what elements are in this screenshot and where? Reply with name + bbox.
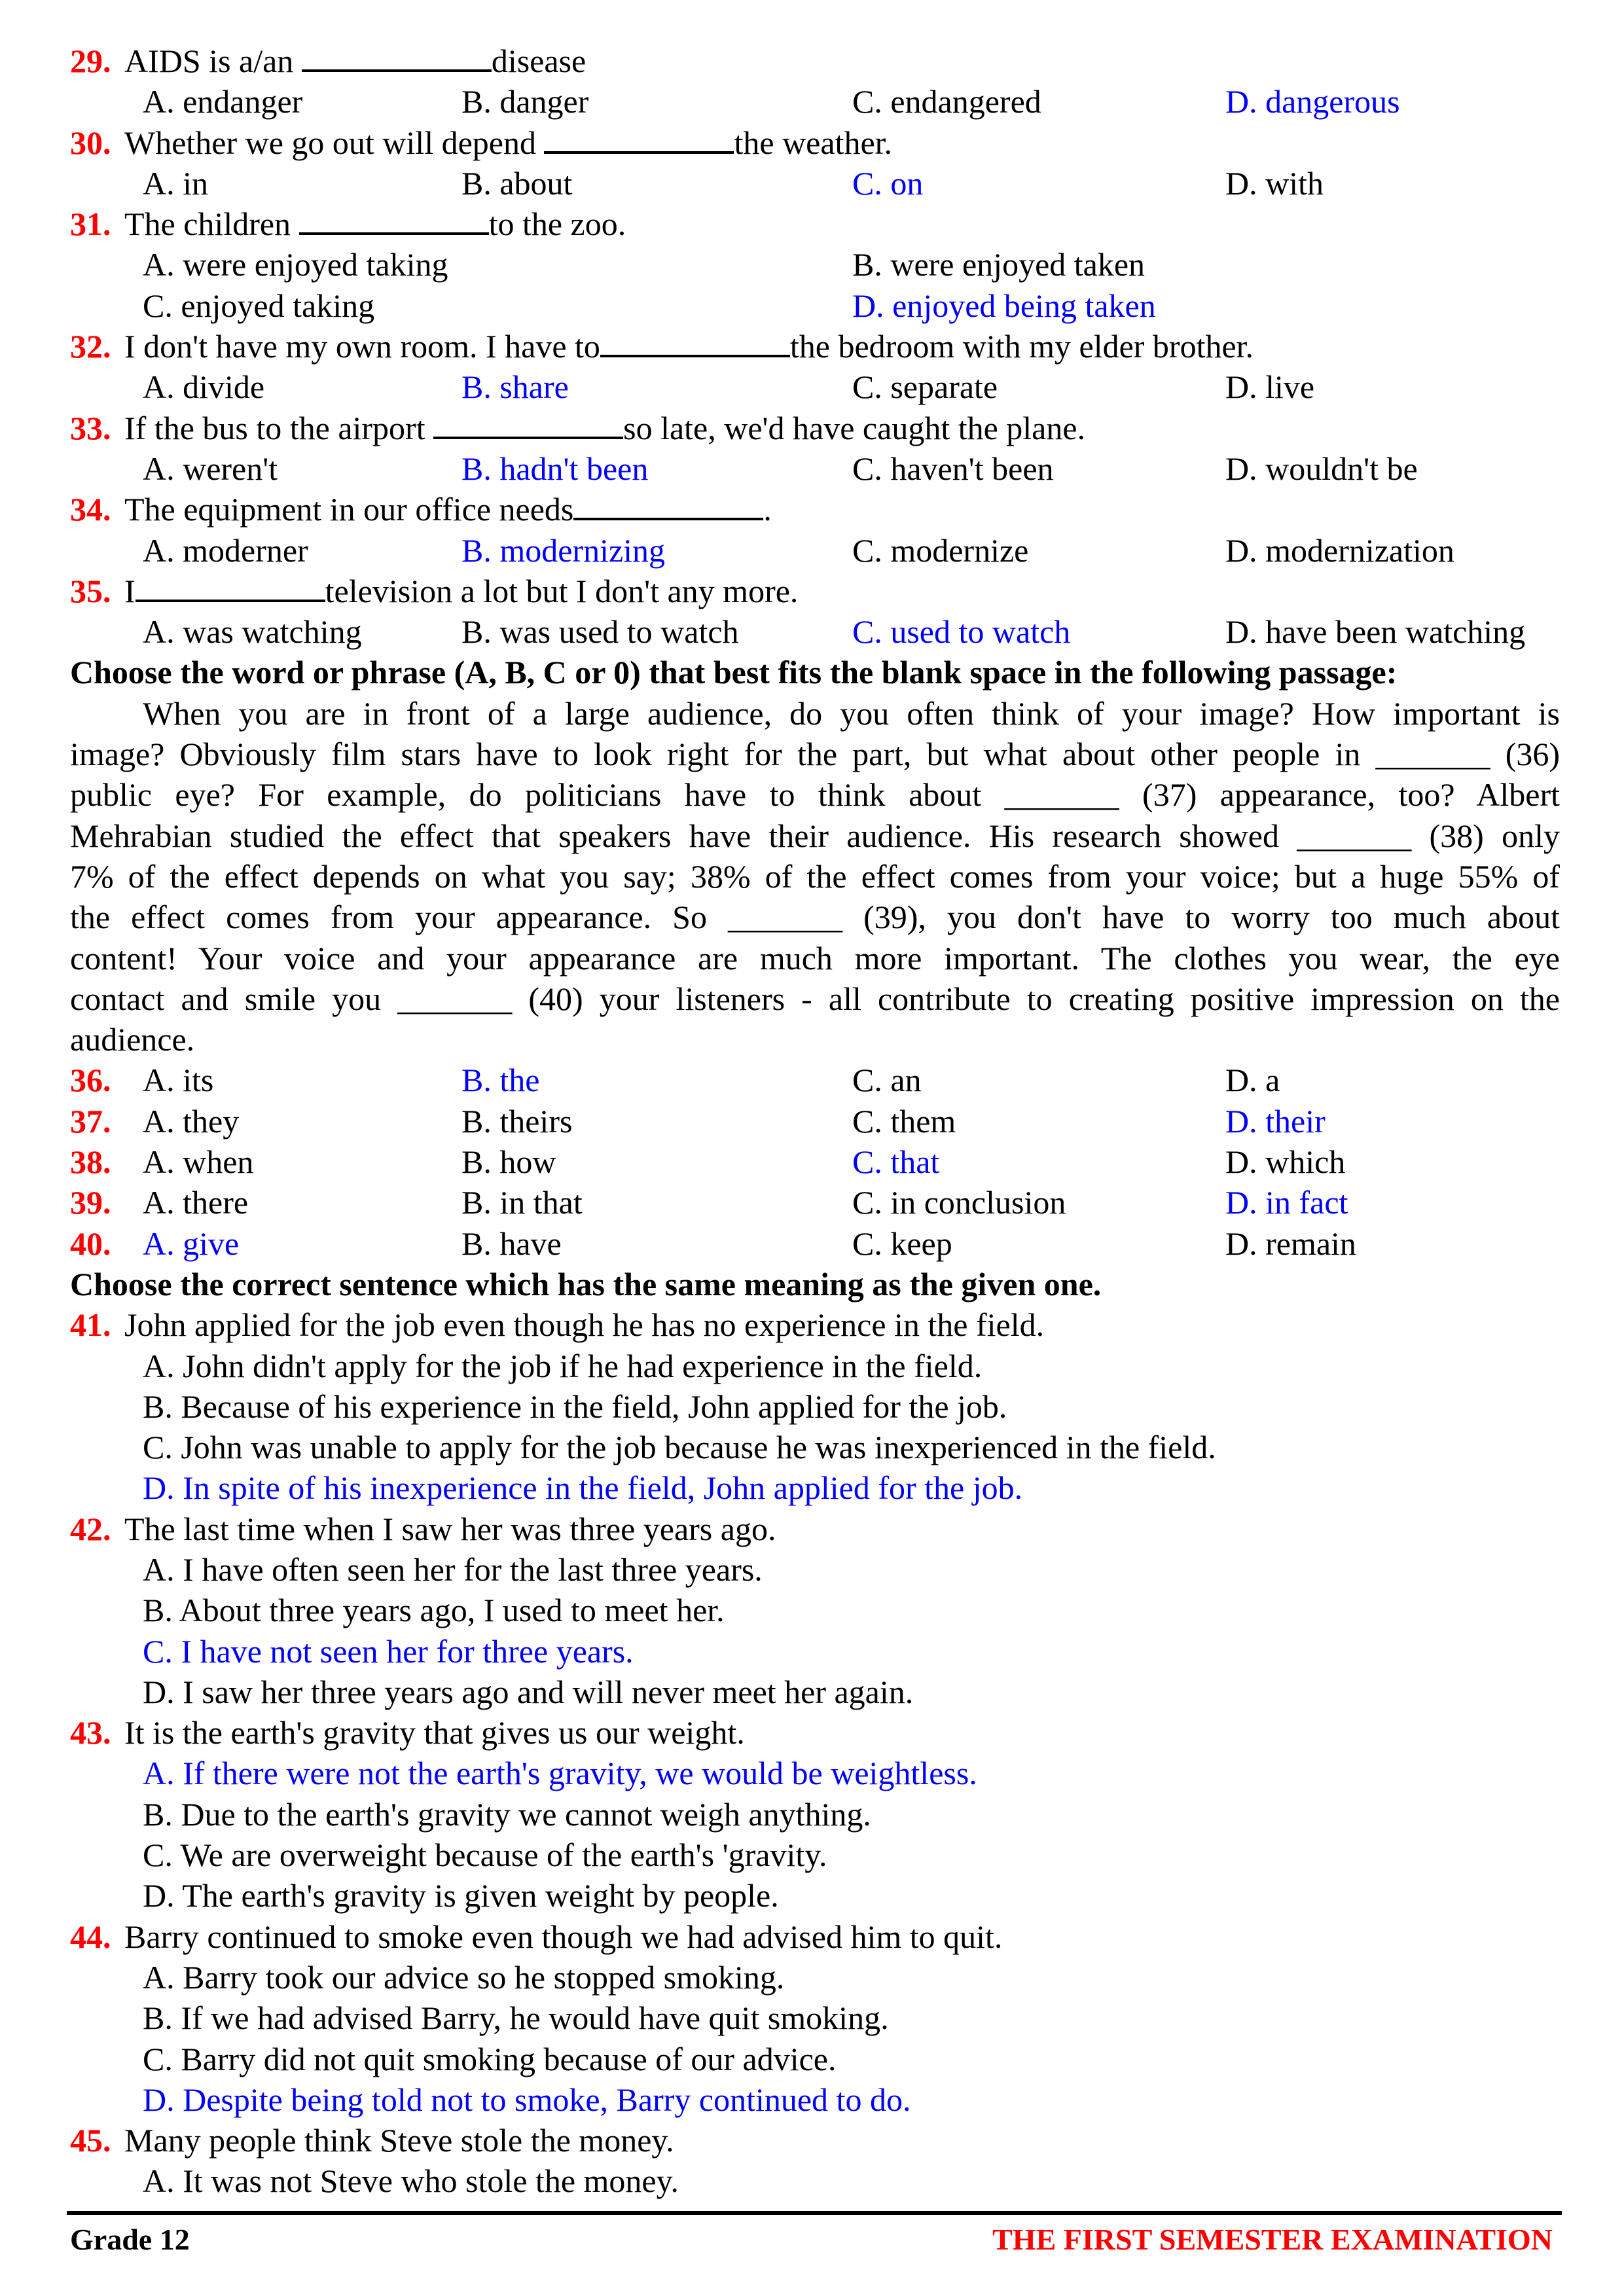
passage-instructions: Choose the word or phrase (A, B, C or 0) that best fits the blank space in the following passage: <box>70 654 1398 691</box>
question-number: 43. <box>70 1714 111 1751</box>
option-c[interactable]: C. Barry did not quit smoking because of our advice. <box>143 2040 837 2077</box>
option-d-correct[interactable]: D. in fact <box>1225 1184 1348 1221</box>
question-text-after: . <box>763 491 772 528</box>
question-text-after: disease <box>491 43 586 79</box>
question-number: 44. <box>70 1918 111 1955</box>
option-c[interactable]: C. them <box>852 1102 956 1139</box>
question-37 <box>70 1101 1560 1141</box>
question-stem: The last time when I saw her was three years ago. <box>124 1510 776 1547</box>
options-34 <box>70 530 1560 571</box>
option-c[interactable]: C. enjoyed taking <box>143 287 375 324</box>
question-34 <box>70 489 1560 529</box>
question-text-after: television a lot but I don't any more. <box>325 572 799 609</box>
passage-line-8: contact and smile you _______ (40) your listeners - all contribute to creating positive impression on the <box>70 980 1560 1017</box>
answer-blank <box>573 490 763 520</box>
option-c[interactable]: C. modernize <box>852 531 1029 569</box>
option-b[interactable]: B. About three years ago, I used to meet her. <box>143 1592 725 1629</box>
exam-page <box>70 41 1560 2202</box>
option-b-correct[interactable]: B. modernizing <box>461 531 666 569</box>
option-a[interactable]: A. they <box>143 1102 240 1139</box>
question-36 <box>70 1060 1560 1100</box>
option-c[interactable]: C. We are overweight because of the earth's 'gravity. <box>143 1837 827 1874</box>
footer-exam-title: THE FIRST SEMESTER EXAMINATION <box>992 2223 1553 2256</box>
question-32 <box>70 326 1560 367</box>
question-text-before: The children <box>124 206 299 243</box>
option-d-correct[interactable]: D. Despite being told not to smoke, Barry continued to do. <box>143 2081 911 2118</box>
option-a[interactable]: A. were enjoyed taking <box>143 246 448 283</box>
option-d[interactable]: D. modernization <box>1225 531 1454 569</box>
question-number: 45. <box>70 2122 111 2159</box>
question-text-after: the weather. <box>734 124 893 161</box>
option-c-correct[interactable]: C. used to watch <box>852 613 1071 651</box>
question-40 <box>70 1223 1560 1264</box>
question-42 <box>70 1509 1560 1549</box>
answer-blank <box>299 205 489 235</box>
option-c[interactable]: C. endangered <box>852 83 1041 120</box>
option-b[interactable]: B. how <box>461 1143 556 1181</box>
option-b[interactable]: B. in that <box>461 1184 583 1221</box>
option-a[interactable]: A. there <box>143 1184 249 1221</box>
question-number: 35. <box>70 572 111 609</box>
question-number: 33. <box>70 409 111 446</box>
question-number: 30. <box>70 124 111 161</box>
option-a[interactable]: A. weren't <box>143 450 278 487</box>
option-d[interactable]: D. I saw her three years ago and will never meet her again. <box>143 1673 914 1710</box>
question-text-after: to the zoo. <box>488 206 626 243</box>
question-text-before: Whether we go out will depend <box>124 124 545 161</box>
options-29 <box>70 81 1560 122</box>
passage-line-3: public eye? For example, do politicians have to think about _______ (37) appearance, too? Albert <box>70 776 1560 814</box>
question-29 <box>70 41 1560 81</box>
option-d[interactable]: D. have been watching <box>1225 613 1526 651</box>
option-a[interactable]: A. its <box>143 1062 214 1099</box>
question-39 <box>70 1182 1560 1223</box>
option-c[interactable]: C. haven't been <box>852 450 1054 487</box>
passage-line-1: When you are in front of a large audience, do you often think of your image? How important is <box>143 694 1560 732</box>
option-b[interactable]: B. Due to the earth's gravity we cannot weigh anything. <box>143 1795 871 1833</box>
transform-instructions: Choose the correct sentence which has the same meaning as the given one. <box>70 1265 1102 1302</box>
question-text-before: If the bus to the airport <box>124 409 434 446</box>
passage-line-2: image? Obviously film stars have to look right for the part, but what about other people in _______ (36) <box>70 736 1560 773</box>
question-number: 31. <box>70 206 111 243</box>
passage-line-5: 7% of the effect depends on what you say; 38% of the effect comes from your voice; but a huge 55% of <box>70 857 1560 895</box>
option-a-correct[interactable]: A. If there were not the earth's gravity, we would be weightless. <box>143 1755 977 1792</box>
option-d[interactable]: D. wouldn't be <box>1225 450 1418 487</box>
option-b[interactable]: B. theirs <box>461 1102 573 1139</box>
question-text-before: The equipment in our office needs <box>124 491 574 528</box>
options-31-row2 <box>70 285 1560 326</box>
option-a-correct[interactable]: A. give <box>143 1225 240 1262</box>
answer-blank <box>600 327 790 357</box>
option-d[interactable]: D. remain <box>1225 1225 1356 1262</box>
question-stem: John applied for the job even though he has no experience in the field. <box>124 1306 1045 1344</box>
answer-blank <box>135 572 325 602</box>
question-35 <box>70 571 1560 611</box>
question-text-after: so late, we'd have caught the plane. <box>623 409 1086 446</box>
question-stem: Many people think Steve stole the money. <box>124 2122 674 2159</box>
question-38 <box>70 1141 1560 1182</box>
option-b[interactable]: B. were enjoyed taken <box>852 246 1146 283</box>
question-44 <box>70 1916 1560 1957</box>
option-b[interactable]: B. Because of his experience in the field, John applied for the job. <box>143 1388 1007 1425</box>
option-c-correct[interactable]: C. I have not seen her for three years. <box>143 1632 634 1670</box>
options-31-row1 <box>70 244 1560 285</box>
question-number: 36. <box>70 1062 111 1099</box>
question-number: 32. <box>70 328 111 365</box>
option-c[interactable]: C. John was unable to apply for the job because he was inexperienced in the field. <box>143 1429 1216 1466</box>
option-d[interactable]: D. The earth's gravity is given weight by people. <box>143 1877 779 1914</box>
option-a[interactable]: A. John didn't apply for the job if he had experience in the field. <box>143 1347 983 1384</box>
option-a[interactable]: A. was watching <box>143 613 362 651</box>
question-31 <box>70 204 1560 244</box>
option-d[interactable]: D. which <box>1225 1143 1346 1181</box>
question-number: 40. <box>70 1225 111 1262</box>
option-d-correct[interactable]: D. In spite of his inexperience in the field, John applied for the job. <box>143 1469 1023 1507</box>
question-number: 34. <box>70 491 111 528</box>
footer-grade: Grade 12 <box>70 2223 190 2256</box>
option-d-correct[interactable]: D. enjoyed being taken <box>852 287 1156 324</box>
option-c-correct[interactable]: C. that <box>852 1143 940 1181</box>
option-b-correct[interactable]: B. share <box>461 368 569 406</box>
option-a[interactable]: A. in <box>143 164 208 202</box>
options-32 <box>70 367 1560 407</box>
option-a[interactable]: A. moderner <box>143 531 308 569</box>
question-stem: It is the earth's gravity that gives us our weight. <box>124 1714 745 1751</box>
option-a[interactable]: A. I have often seen her for the last three years. <box>143 1551 763 1588</box>
question-number: 29. <box>70 43 111 79</box>
passage-line-4: Mehrabian studied the effect that speakers have their audience. His research showed _______ (38) only <box>70 817 1560 854</box>
question-text-before: AIDS is a/an <box>124 43 302 79</box>
option-b[interactable]: B. danger <box>461 83 589 120</box>
answer-blank <box>544 124 734 154</box>
option-a[interactable]: A. It was not Steve who stole the money. <box>143 2162 679 2200</box>
option-a[interactable]: A. endanger <box>143 83 303 120</box>
option-b[interactable]: B. was used to watch <box>461 613 739 651</box>
option-a[interactable]: A. divide <box>143 368 265 406</box>
option-b[interactable]: B. about <box>461 164 573 202</box>
option-d-correct[interactable]: D. their <box>1225 1102 1326 1139</box>
question-33 <box>70 408 1560 448</box>
option-c[interactable]: C. in conclusion <box>852 1184 1066 1221</box>
question-number: 42. <box>70 1510 111 1547</box>
passage-line-7: content! Your voice and your appearance are much more important. The clothes you wear, the eye <box>70 939 1560 977</box>
footer-divider <box>67 2211 1562 2215</box>
option-b[interactable]: B. have <box>461 1225 562 1262</box>
option-d-correct[interactable]: D. dangerous <box>1225 83 1400 120</box>
option-c-correct[interactable]: C. on <box>852 164 924 202</box>
options-35 <box>70 611 1560 652</box>
question-number: 39. <box>70 1184 111 1221</box>
question-45 <box>70 2120 1560 2161</box>
option-c[interactable]: C. an <box>852 1062 922 1099</box>
question-text-before: I don't have my own room. I have to <box>124 328 600 365</box>
passage-line-9: audience. <box>70 1021 195 1058</box>
passage-line-6: the effect comes from your appearance. So _______ (39), you don't have to worry too much about <box>70 899 1560 936</box>
question-stem: Barry continued to smoke even though we had advised him to quit. <box>124 1918 1003 1955</box>
options-30 <box>70 163 1560 204</box>
question-number: 41. <box>70 1306 111 1344</box>
question-number: 38. <box>70 1143 111 1181</box>
option-b[interactable]: B. If we had advised Barry, he would have quit smoking. <box>143 2000 889 2037</box>
question-43 <box>70 1712 1560 1753</box>
question-30 <box>70 122 1560 163</box>
question-number: 37. <box>70 1102 111 1139</box>
question-text-after: the bedroom with my elder brother. <box>789 328 1254 365</box>
answer-blank <box>433 409 623 439</box>
answer-blank <box>302 42 492 72</box>
option-b-correct[interactable]: B. hadn't been <box>461 450 649 487</box>
option-d[interactable]: D. live <box>1225 368 1315 406</box>
question-41 <box>70 1304 1560 1345</box>
option-a[interactable]: A. Barry took our advice so he stopped smoking. <box>143 1958 785 1996</box>
options-33 <box>70 448 1560 489</box>
option-d[interactable]: D. with <box>1225 164 1324 202</box>
option-d[interactable]: D. a <box>1225 1062 1280 1099</box>
option-c[interactable]: C. separate <box>852 368 998 406</box>
question-text-before: I <box>124 572 135 609</box>
option-c[interactable]: C. keep <box>852 1225 952 1262</box>
option-b-correct[interactable]: B. the <box>461 1062 540 1099</box>
option-a[interactable]: A. when <box>143 1143 254 1181</box>
